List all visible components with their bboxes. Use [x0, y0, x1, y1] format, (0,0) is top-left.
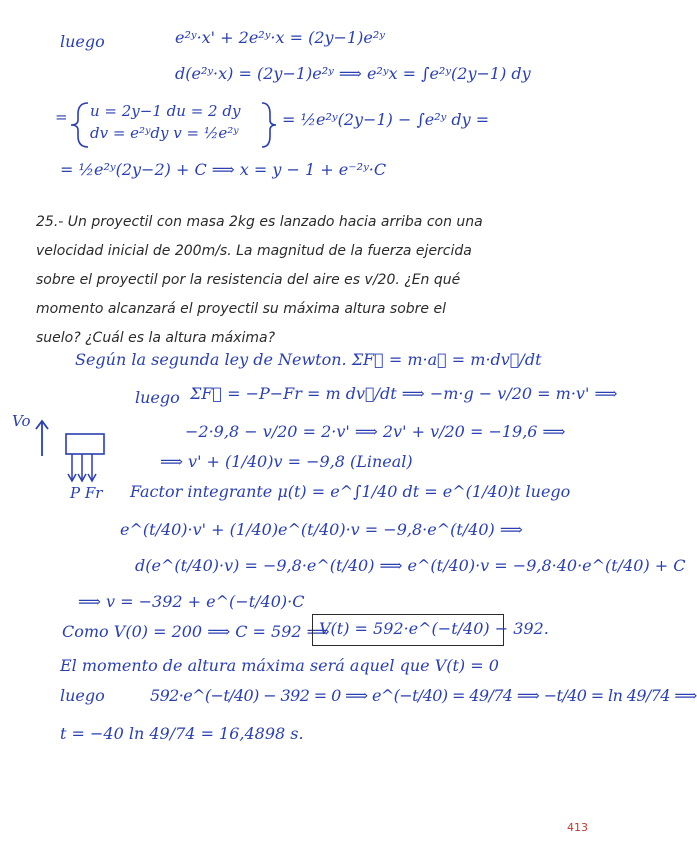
- problem-line-4: momento alcanzará el proyectil su máxima altura sobre el: [36, 301, 446, 317]
- substitution-u: u = 2y−1 du = 2 dy: [90, 102, 241, 120]
- equals-sign: =: [55, 108, 68, 126]
- final-velocity-box: [312, 614, 549, 646]
- solution-line-6: e^(t/40)·v' + (1/40)e^(t/40)·v = −9,8·e^(t/40) ⟹: [120, 520, 523, 539]
- problem-line-5: suelo? ¿Cuál es la altura máxima?: [36, 330, 276, 346]
- luego-label-2: luego: [135, 388, 180, 407]
- v0-label: Vo: [12, 412, 31, 430]
- luego-label-3: luego: [60, 686, 105, 705]
- solution-line-9: Como V(0) = 200 ⟹ C = 592 ⟹: [62, 622, 330, 641]
- equation-line-1: e²ʸ·x' + 2e²ʸ·x = (2y−1)e²ʸ: [175, 28, 385, 47]
- final-velocity-formula: V(t) = 592·e^(−t/40) − 392.: [319, 619, 549, 638]
- solution-line-8: ⟹ v = −392 + e^(−t/40)·C: [78, 592, 305, 611]
- equation-line-4: = ½e²ʸ(2y−2) + C ⟹ x = y − 1 + e⁻²ʸ·C: [60, 160, 387, 179]
- solution-line-7: d(e^(t/40)·v) = −9,8·e^(t/40) ⟹ e^(t/40)·v = −9,8·40·e^(t/40) + C: [135, 556, 686, 575]
- projectile-box-icon: [62, 432, 112, 484]
- problem-line-1: 25.- Un proyectil con masa 2kg es lanzado hacia arriba con una: [36, 214, 483, 230]
- parts-result: = ½e²ʸ(2y−1) − ∫e²ʸ dy =: [282, 110, 490, 129]
- solution-line-10: El momento de altura máxima será aquel que V(t) = 0: [60, 656, 499, 675]
- substitution-v: dv = e²ʸdy v = ½e²ʸ: [90, 124, 239, 142]
- solution-line-2: ΣF⃗ = −P−Fr = m dv⃗/dt ⟹ −m·g − v/20 = m·v' ⟹: [190, 384, 618, 403]
- forces-label: P Fr: [70, 484, 103, 502]
- equation-line-2: d(e²ʸ·x) = (2y−1)e²ʸ ⟹ e²ʸx = ∫e²ʸ(2y−1) dy: [175, 64, 531, 83]
- page-number: 413: [567, 821, 588, 834]
- problem-line-3: sobre el proyectil por la resistencia del aire es v/20. ¿En qué: [36, 272, 461, 288]
- right-brace-icon: [258, 100, 280, 150]
- solution-line-12: t = −40 ln 49/74 = 16,4898 s.: [60, 724, 304, 743]
- solution-line-3: −2·9,8 − v/20 = 2·v' ⟹ 2v' + v/20 = −19,6 ⟹: [185, 422, 566, 441]
- luego-label-1: luego: [60, 32, 105, 51]
- solution-line-4: ⟹ v' + (1/40)v = −9,8 (Lineal): [160, 452, 413, 471]
- problem-line-2: velocidad inicial de 200m/s. La magnitud de la fuerza ejercida: [36, 243, 472, 259]
- up-arrow-icon: [32, 418, 52, 458]
- solution-line-1: Según la segunda ley de Newton. ΣF⃗ = m·a⃗ = m·dv⃗/dt: [75, 350, 542, 369]
- solution-line-11: 592·e^(−t/40) − 392 = 0 ⟹ e^(−t/40) = 49/74 ⟹ −t/40 = ln 49/74 ⟹: [150, 686, 697, 705]
- solution-line-5: Factor integrante μ(t) = e^∫1/40 dt = e^(1/40)t luego: [130, 482, 571, 501]
